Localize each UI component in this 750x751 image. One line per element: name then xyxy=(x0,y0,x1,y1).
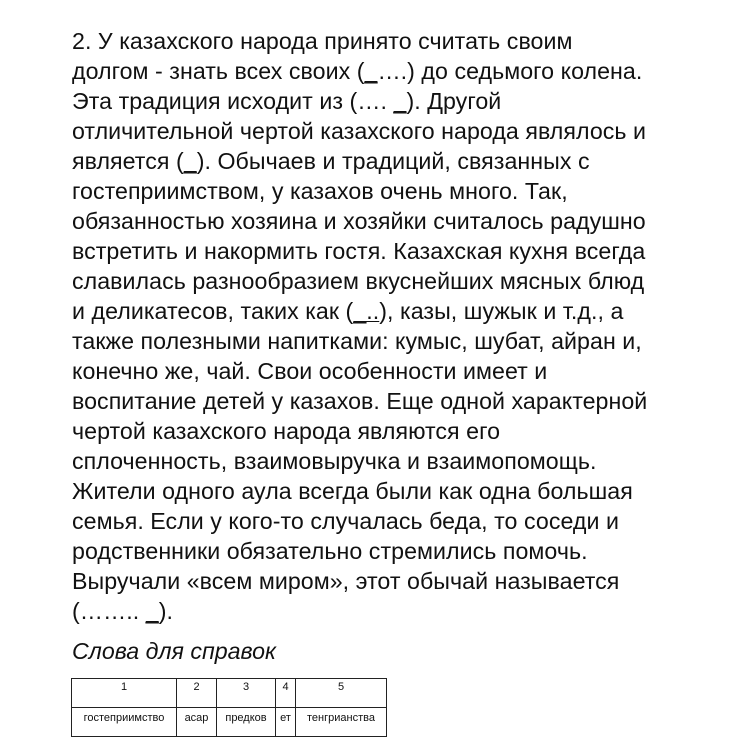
reference-number: 3 xyxy=(217,679,276,708)
text-line-3: Эта традиция исходит из (…. _). Другой xyxy=(72,88,502,114)
text-line-5: является (_). Обычаев и традиций, связанных с xyxy=(72,148,590,174)
text-line-12: конечно же, чай. Свои особенности имеет и xyxy=(72,358,548,384)
reference-word: асар xyxy=(177,708,217,737)
reference-number: 2 xyxy=(177,679,217,708)
text-line-9: славилась разнообразием вкуснейших мясных блюд xyxy=(72,268,645,294)
text-line-2: долгом - знать всех своих (_….) до седьмого колена. xyxy=(72,58,643,84)
reference-word: ет xyxy=(276,708,296,737)
blank-4: _.. xyxy=(353,298,380,324)
task-paragraph xyxy=(72,26,732,626)
text-line-15: сплоченность, взаимовыручка и взаимопомощь. xyxy=(72,448,597,474)
blank-5: _ xyxy=(145,598,159,624)
reference-number: 4 xyxy=(276,679,296,708)
reference-word-row xyxy=(72,708,387,737)
reference-title: Слова для справок xyxy=(72,638,276,664)
text-line-11: также полезными напитками: кумыс, шубат, айран и, xyxy=(72,328,642,354)
reference-table xyxy=(71,678,387,737)
text-line-19: Выручали «всем миром», этот обычай называется xyxy=(72,568,620,594)
text-line-10: и деликатесов, таких как (_..), казы, шужык и т.д., а xyxy=(72,298,624,324)
blank-3: _ xyxy=(183,148,197,174)
document-page xyxy=(72,26,732,666)
text-line-18: родственники обязательно стремились помочь. xyxy=(72,538,588,564)
blank-1: _ xyxy=(364,58,378,84)
text-line-16: Жители одного аула всегда были как одна большая xyxy=(72,478,633,504)
reference-word: предков xyxy=(217,708,276,737)
reference-word: гостеприимство xyxy=(72,708,177,737)
text-line-6: гостеприимством, у казахов очень много. Так, xyxy=(72,178,568,204)
text-line-4: отличительной чертой казахского народа являлось и xyxy=(72,118,647,144)
text-line-1: 2. У казахского народа принято считать своим xyxy=(72,28,573,54)
blank-2: _ xyxy=(393,88,407,114)
reference-number-row xyxy=(72,679,387,708)
reference-word: тенгрианства xyxy=(296,708,387,737)
text-line-8: встретить и накормить гостя. Казахская кухня всегда xyxy=(72,238,646,264)
text-line-7: обязанностью хозяина и хозяйки считалось радушно xyxy=(72,208,646,234)
text-line-14: чертой казахского народа являются его xyxy=(72,418,501,444)
text-line-17: семья. Если у кого-то случалась беда, то соседи и xyxy=(72,508,619,534)
text-line-13: воспитание детей у казахов. Еще одной характерной xyxy=(72,388,648,414)
reference-number: 1 xyxy=(72,679,177,708)
text-line-20: (…….. _). xyxy=(72,598,173,624)
reference-number: 5 xyxy=(296,679,387,708)
